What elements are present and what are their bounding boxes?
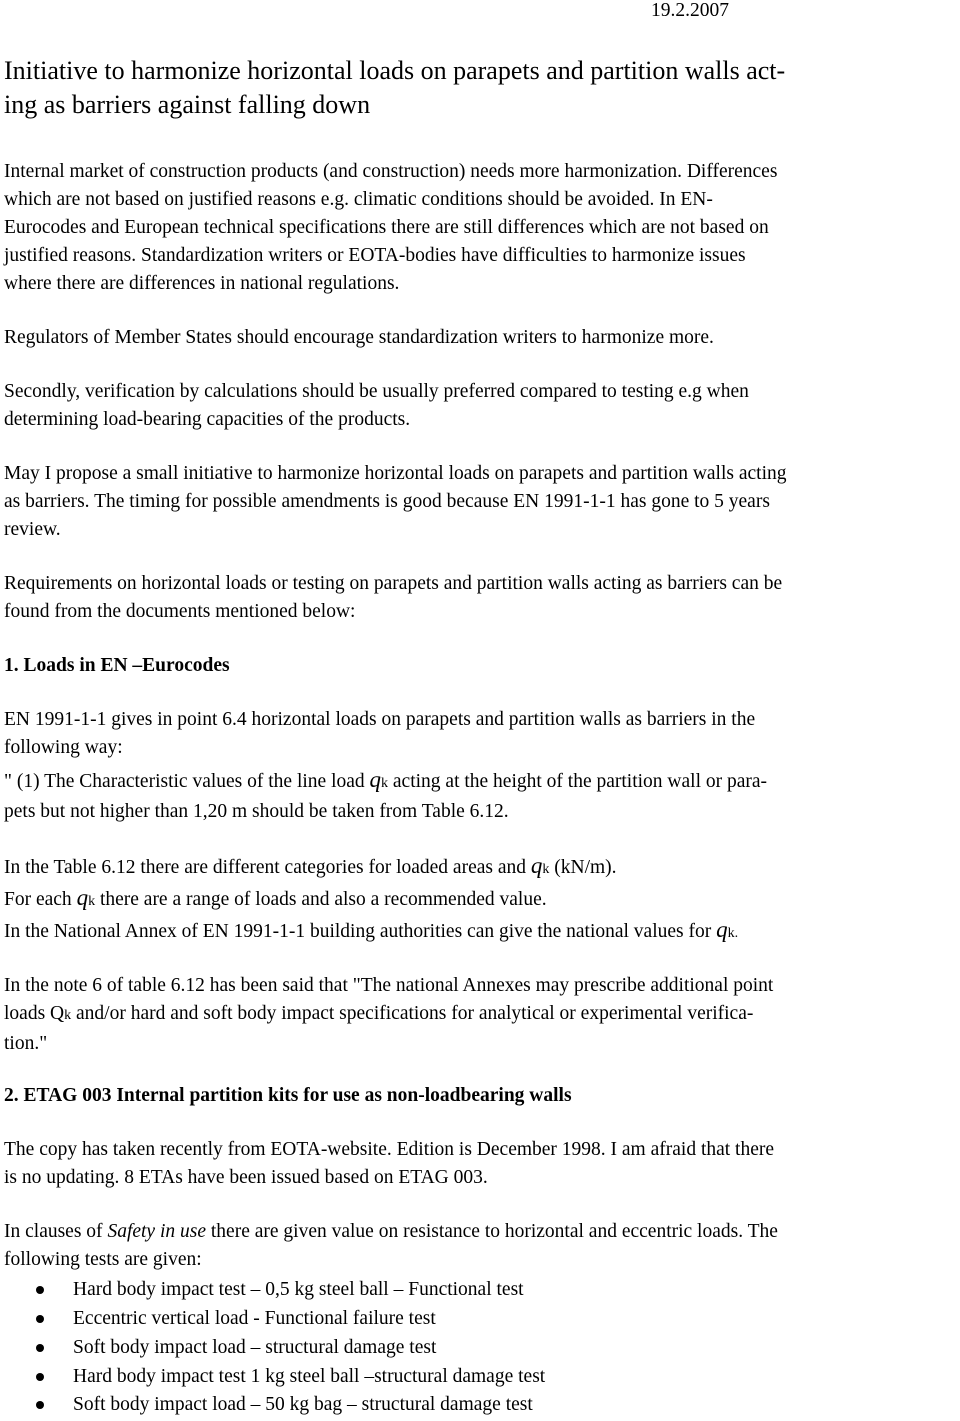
section-heading-1: 1. Loads in EN –Eurocodes [4, 655, 230, 676]
subscript-k: k [381, 776, 389, 791]
text-line: Secondly, verification by calculations should be usually preferred compared to testing e.g when [4, 381, 749, 402]
subscript-k: k. [727, 926, 739, 941]
title-line-1: Initiative to harmonize horizontal loads on parapets and partition walls act- [4, 56, 786, 85]
paragraph-table-612: In the Table 6.12 there are different categories for loaded areas and qk (kN/m). [4, 853, 617, 878]
paragraph-intro [4, 158, 954, 298]
paragraph-note-6 [4, 972, 954, 1058]
subscript-k: k [88, 894, 96, 909]
text-line: Requirements on horizontal loads or testing on parapets and partition walls acting as barriers can be [4, 573, 783, 594]
text-line: loads Qk and/or hard and soft body impact specifications for analytical or experimental verifica- [4, 1003, 754, 1024]
text-line: as barriers. The timing for possible amendments is good because EN 1991-1-1 has gone to 5 years [4, 491, 770, 512]
text-line: Eurocodes and European technical specifications there are still differences which are not based on [4, 217, 769, 238]
text-line: pets but not higher than 1,20 m should be taken from Table 6.12. [4, 801, 509, 822]
paragraph-requirements [4, 570, 954, 626]
text-line: determining load-bearing capacities of the products. [4, 409, 411, 430]
text-line: following way: [4, 737, 123, 758]
paragraph-for-each: For each qk there are a range of loads and also a recommended value. [4, 885, 547, 910]
paragraph-en1991 [4, 706, 954, 762]
text-line: May I propose a small initiative to harmonize horizontal loads on parapets and partition walls acting [4, 463, 787, 484]
text-line: review. [4, 519, 61, 540]
title-line-2: ing as barriers against falling down [4, 90, 371, 119]
text-line: The copy has taken recently from EOTA-website. Edition is December 1998. I am afraid that there [4, 1139, 775, 1160]
symbol-q: q [716, 917, 728, 942]
text-line: is no updating. 8 ETAs have been issued based on ETAG 003. [4, 1167, 488, 1188]
symbol-q: q [530, 853, 543, 878]
paragraph-regulators: Regulators of Member States should encourage standardization writers to harmonize more. [4, 327, 714, 348]
text-line: Internal market of construction products (and construction) needs more harmonization. Differences [4, 161, 778, 182]
paragraph-verification [4, 378, 954, 434]
text-line: following tests are given: [4, 1249, 202, 1270]
text-line: found from the documents mentioned below: [4, 601, 356, 622]
text-line: tion." [4, 1033, 48, 1054]
bullet-icon [36, 1315, 44, 1323]
page-title [4, 54, 954, 122]
date: 19.2.2007 [651, 0, 729, 21]
paragraph-proposal [4, 460, 954, 544]
symbol-q: q [369, 767, 382, 792]
section-heading-2: 2. ETAG 003 Internal partition kits for use as non-loadbearing walls [4, 1085, 572, 1106]
text-line: where there are differences in national regulations. [4, 273, 400, 294]
paragraph-national-annex: In the National Annex of EN 1991-1-1 building authorities can give the national values for qk. [4, 917, 739, 942]
text-line: EN 1991-1-1 gives in point 6.4 horizontal loads on parapets and partition walls as barriers in the [4, 709, 756, 730]
text-line: In clauses of Safety in use there are given value on resistance to horizontal and eccentric loads. The [4, 1221, 778, 1242]
bullet-icon [36, 1373, 44, 1381]
subscript-k: k [64, 1008, 72, 1023]
bullet-icon [36, 1344, 44, 1352]
quote-characteristic-values [4, 766, 954, 826]
bullet-icon [36, 1401, 44, 1409]
text-line: justified reasons. Standardization writers or EOTA-bodies have difficulties to harmonize issues [4, 245, 746, 266]
symbol-q: q [76, 885, 89, 910]
paragraph-etag-copy [4, 1136, 954, 1192]
subscript-k: k [542, 862, 550, 877]
text-line: " (1) The Characteristic values of the line load qk acting at the height of the partition wall or para- [4, 767, 768, 792]
bullet-icon [36, 1286, 44, 1294]
text-line: In the note 6 of table 6.12 has been said that "The national Annexes may prescribe additional point [4, 975, 774, 996]
text-line: which are not based on justified reasons e.g. climatic conditions should be avoided. In EN- [4, 189, 713, 210]
paragraph-safety-in-use [4, 1218, 954, 1274]
